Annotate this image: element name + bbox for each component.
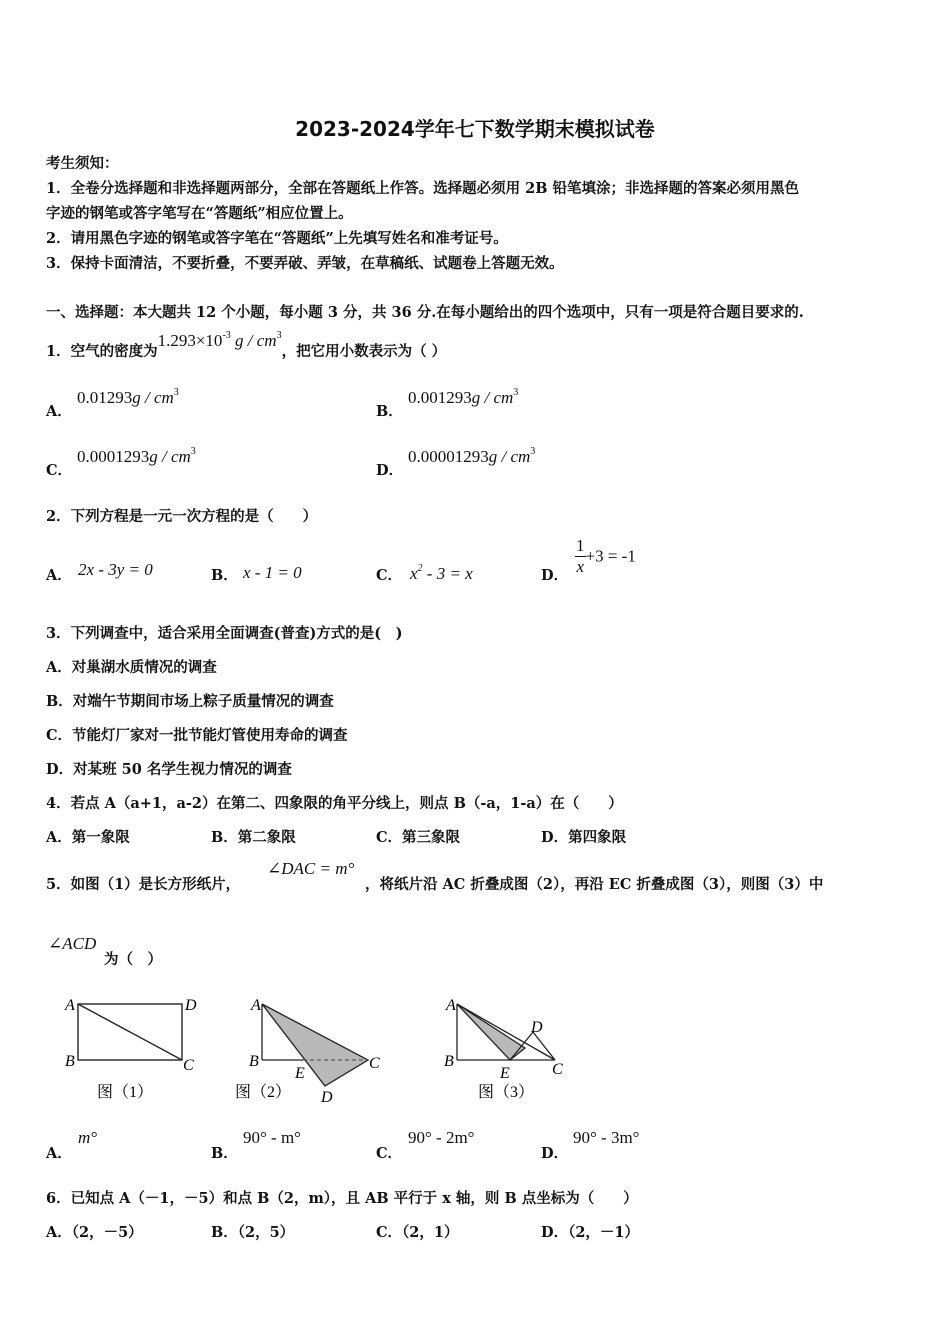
page-title: 2023-2024学年七下数学期末模拟试卷 [295,117,655,141]
q4-option-b: B．第二象限 [211,829,296,846]
q1-stem [46,330,447,361]
q6-option-d: D．（2，－1） [541,1224,640,1241]
fig2-label-e: E [295,1065,305,1082]
q3-option-d: D．对某班 50 名学生视力情况的调查 [46,761,292,778]
q5-option-c-label: C． [376,1145,403,1162]
q4-option-d: D．第四象限 [541,829,627,846]
q1-density-formula [158,331,282,350]
q4-option-c: C．第三象限 [376,829,461,846]
fig1-label-c: C [183,1057,194,1074]
notice-item-1-line-2: 字迹的钢笔或答字笔写在“答题纸”相应位置上。 [46,205,353,222]
q5-figures [55,990,695,1110]
q4-option-a: A．第一象限 [46,829,130,846]
q1-stem-post: ，把它用小数表示为（ ） [281,343,447,360]
q5-option-c: 90° - 2m° [408,1128,475,1147]
fig3-line-dc [533,1032,555,1060]
q2-option-c-label: C． [376,567,403,584]
fig2-folded-triangle [262,1004,368,1086]
q5-option-b: 90° - m° [243,1128,301,1147]
fig1-label-b: B [65,1053,75,1070]
fig1-label-a: A [65,997,75,1014]
q1-option-d-label: D． [376,462,404,479]
q1-option-c: $0.0001293g / cm^3$ [77,446,196,466]
notice-item-1-line-1: 1．全卷分选择题和非选择题两部分，全部在答题纸上作答。选择题必须用 2B 铅笔填涂；非选择题的答案必须用黑色 [46,180,800,197]
q6-option-a: A．（2，－5） [46,1224,143,1241]
q6-stem: 6．已知点 A（－1，－5）和点 B（2，m），且 AB 平行于 x 轴，则 B 点坐标为（ ） [46,1190,638,1207]
q5-stem-tail: 为（ ） [104,951,162,968]
q1-unit-cube: 3 [276,330,282,341]
q2-option-a: 2x - 3y = 0 [78,560,153,579]
fig2-label-a: A [251,997,261,1014]
fig2-label-d: D [321,1089,333,1106]
q2-option-a-label: A． [46,567,72,584]
q5-option-b-label: B． [211,1145,238,1162]
q3-option-a: A．对巢湖水质情况的调查 [46,659,217,676]
fig3-label-b: B [444,1053,454,1070]
q1-option-a: $0.01293g / cm^3$ [77,387,179,407]
notice-heading: 考生须知： [46,155,119,172]
q1-unit: g / cm [235,331,277,350]
q1-option-b: $0.001293g / cm^3$ [408,387,519,407]
q2-option-b: x - 1 = 0 [243,563,302,582]
q2-d-denominator: x [576,557,585,576]
q2-d-rest: +3 = -1 [585,546,636,566]
q5-angle-acd: ∠ACD [48,934,97,953]
q3-option-b: B．对端午节期间市场上粽子质量情况的调查 [46,693,334,710]
q6-option-c: C．（2，1） [376,1224,459,1241]
q3-stem: 3．下列调查中，适合采用全面调查(普查)方式的是( ) [46,625,403,642]
fig3-caption: 图（3） [478,1084,535,1101]
q6-option-b: B．（2，5） [211,1224,295,1241]
q5-option-d-label: D． [541,1145,569,1162]
q5-angle-dac: ∠DAC = m° [267,859,355,878]
q1-option-c-label: C． [46,462,73,479]
q2-option-d-label: D． [541,567,569,584]
fig2-label-c: C [369,1055,380,1072]
notice-item-3: 3．保持卡面清洁，不要折叠，不要弄破、弄皱，在草稿纸、试题卷上答题无效。 [46,255,564,272]
q4-stem: 4．若点 A（a+1，a-2）在第二、四象限的角平分线上，则点 B（-a，1-a）在（ ） [46,795,623,812]
q1-stem-pre: 1．空气的密度为 [46,343,158,360]
q5-option-d: 90° - 3m° [573,1128,640,1147]
fig1-caption: 图（1） [97,1084,154,1101]
q2-option-c: $x^2 - 3 = x$ [410,563,473,583]
q1-exp: -3 [222,330,231,341]
fig3-label-e: E [500,1065,510,1082]
q2-stem: 2．下列方程是一元一次方程的是（ ） [46,508,318,525]
fig3-label-a: A [446,997,456,1014]
q5-stem-post: ，将纸片沿 AC 折叠成图（2），再沿 EC 折叠成图（3），则图（3）中 [365,876,824,893]
q2-option-b-label: B． [211,567,238,584]
q3-option-c: C．节能灯厂家对一批节能灯管使用寿命的调查 [46,727,348,744]
notice-item-2: 2．请用黑色字迹的钢笔或答字笔在“答题纸”上先填写姓名和准考证号。 [46,230,508,247]
fig3-label-d: D [531,1019,543,1036]
fig2-label-b: B [249,1053,259,1070]
fig1-diagonal [78,1004,182,1060]
fig3-label-c: C [552,1061,563,1078]
q1-option-b-label: B． [376,403,403,420]
fig3-shaded-region [457,1004,525,1060]
fig1-label-d: D [185,997,197,1014]
q5-option-a: m° [78,1128,98,1147]
q1-option-a-label: A． [46,403,72,420]
section-heading: 一、选择题：本大题共 12 个小题，每小题 3 分，共 36 分.在每小题给出的四个选项中，只有一项是符合题目要求的. [46,304,804,321]
q5-option-a-label: A． [46,1145,72,1162]
figure-1 [78,1004,182,1060]
q1-option-d: $0.00001293g / cm^3$ [408,446,536,466]
q2-d-numerator: 1 [576,536,585,555]
q2-option-d-fraction [575,536,636,577]
figure-2 [262,1004,368,1086]
q1-expr: 1.293×10 [157,331,223,350]
q5-stem-pre: 5．如图（1）是长方形纸片， [46,876,241,893]
fig2-caption: 图（2） [235,1084,292,1101]
